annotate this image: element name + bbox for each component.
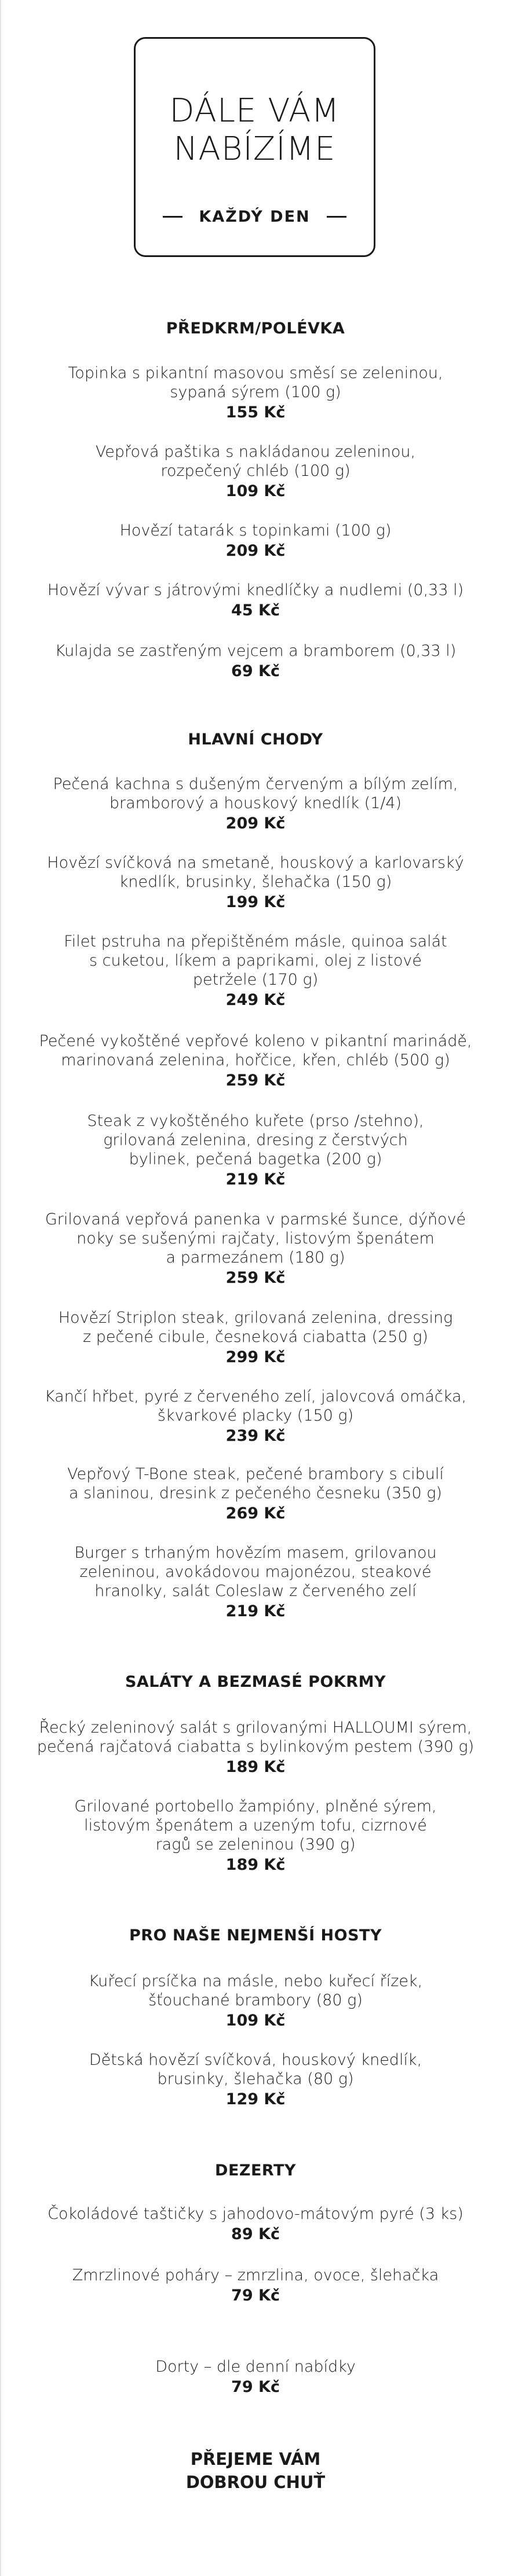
menu-item-name: Hovězí svíčková na smetaně, houskový a karlovarský knedlík, brusinky, šlehačka (150 g)	[47, 854, 464, 891]
page-left-border	[0, 0, 1, 2576]
menu-item-name: Burger s trhaným hovězím masem, grilovanou zeleninou, avokádovou majonézou, steakové hranolky, salát Coleslaw z červeného zelí	[74, 1544, 437, 1600]
menu-item-name: Pečené vykoštěné vepřové koleno v pikantní marinádě, marinovaná zelenina, hořčice, křen, chléb (500 g)	[39, 1032, 472, 1069]
menu-item-name: Pečená kachna s dušeným červeným a bílým zelím, bramborový a houskový knedlík (1/4)	[53, 775, 458, 812]
menu-item	[35, 932, 476, 1011]
menu-item-price: 209 Kč	[225, 542, 286, 560]
menu-item	[35, 1308, 476, 1368]
menu-item	[35, 581, 476, 622]
menu-item	[35, 1032, 476, 1092]
menu-item-price: 79 Kč	[231, 2287, 280, 2305]
menu-item-name: Vepřová paštika s nakládanou zeleninou, rozpečený chléb (100 g)	[95, 443, 416, 480]
menu-item-name: Hovězí tatarák s topinkami (100 g)	[119, 522, 392, 540]
menu-item-price: 269 Kč	[225, 1504, 286, 1522]
menu-item	[35, 1972, 476, 2032]
menu-item-price: 209 Kč	[225, 814, 286, 832]
menu-item-price: 89 Kč	[231, 2225, 280, 2243]
closing-message: PŘEJEME VÁM DOBROU CHUŤ	[185, 2449, 326, 2492]
menu-item	[35, 1543, 476, 1623]
menu-item-name: Čokoládové taštičky s jahodovo-mátovým pyré (3 ks)	[48, 2205, 463, 2223]
menu-item-price: 259 Kč	[225, 1269, 286, 1287]
section-title-salaty: SALÁTY A BEZMASÉ POKRMY	[125, 1673, 386, 1691]
header-subtitle-row	[136, 208, 374, 226]
menu-item-name: Kančí hřbet, pyré z červeného zelí, jalovcová omáčka, škvarkové placky (150 g)	[44, 1388, 467, 1425]
header-title: DÁLE VÁM NABÍZÍME	[169, 92, 340, 168]
menu-item	[35, 2204, 476, 2245]
menu-item-price: 219 Kč	[225, 1602, 286, 1620]
menu-item	[35, 521, 476, 562]
menu-item	[35, 442, 476, 502]
menu-item-name: Topinka s pikantní masovou směsí se zeleninou, sypaná sýrem (100 g)	[68, 364, 443, 401]
menu-item-price: 199 Kč	[225, 893, 286, 911]
menu-item-name: Zmrzlinové poháry – zmrzlina, ovoce, šlehačka	[72, 2266, 439, 2284]
menu-item-name: Kuřecí prsíčka na másle, nebo kuřecí řízek, šťouchané brambory (80 g)	[88, 1972, 423, 2009]
menu-item-price: 189 Kč	[225, 1758, 286, 1776]
menu-item-name: Vepřový T-Bone steak, pečené brambory s cibulí a slaninou, dresink z pečeného česneku (350 g)	[67, 1465, 444, 1502]
menu-item	[35, 1210, 476, 1289]
section-title-dezerty: DEZERTY	[215, 2162, 296, 2179]
menu-item	[35, 2357, 476, 2398]
menu-item-price: 219 Kč	[225, 1170, 286, 1188]
right-dash-decoration	[327, 216, 346, 218]
menu-item-price: 189 Kč	[225, 1856, 286, 1874]
menu-item	[35, 2266, 476, 2307]
menu-item-price: 45 Kč	[231, 601, 280, 619]
menu-item-name: Dětská hovězí svíčková, houskový knedlík, brusinky, šlehačka (80 g)	[89, 2051, 422, 2088]
menu-item-name: Řecký zeleninový salát s grilovanými HALLOUMI sýrem, pečená rajčatová ciabatta s bylinkovým pestem (390 g)	[36, 1719, 475, 1756]
menu-item	[35, 364, 476, 424]
menu-item-name: Hovězí vývar s játrovými knedlíčky a nudlemi (0,33 l)	[47, 581, 464, 599]
menu-item-price: 79 Kč	[231, 2378, 280, 2396]
section-title-predkrm: PŘEDKRM/POLÉVKA	[166, 320, 345, 337]
menu-item	[35, 1111, 476, 1191]
menu-item-price: 155 Kč	[225, 403, 286, 421]
menu-item-price: 109 Kč	[225, 2012, 286, 2030]
menu-item-price: 69 Kč	[231, 662, 280, 680]
menu-item	[35, 1387, 476, 1447]
menu-item-price: 299 Kč	[225, 1348, 286, 1366]
header-subtitle: KAŽDÝ DEN	[199, 208, 311, 226]
menu-item	[35, 1797, 476, 1876]
menu-item-name: Steak z vykoštěného kuřete (prso /stehno), grilovaná zelenina, dresing z čerstvých bylinek, pečená bagetka (200 g)	[87, 1112, 424, 1168]
menu-item	[35, 1718, 476, 1778]
menu-item	[35, 775, 476, 835]
left-dash-decoration	[163, 216, 183, 218]
menu-item-name: Grilované portobello žampióny, plněné sýrem, listovým špenátem a uzeným tofu, cizrnové ragů se zeleninou (390 g)	[74, 1797, 437, 1854]
menu-item-price: 259 Kč	[225, 1072, 286, 1089]
section-title-deti: PRO NAŠE NEJMENŠÍ HOSTY	[129, 1927, 382, 1944]
menu-item-name: Filet pstruha na přepištěném másle, quinoa salát s cuketou, líkem a paprikami, olej z listové petržele (170 g)	[64, 933, 447, 989]
header-box	[134, 37, 375, 257]
menu-item-name: Dorty – dle denní nabídky	[155, 2358, 356, 2376]
menu-item-name: Kulajda se zastřeným vejcem a bramborem (0,33 l)	[54, 642, 457, 660]
menu-item	[35, 853, 476, 913]
section-title-hlavni-chody: HLAVNÍ CHODY	[188, 731, 323, 748]
menu-item	[35, 2050, 476, 2111]
menu-item-price: 239 Kč	[225, 1427, 286, 1445]
menu-item	[35, 1465, 476, 1525]
menu-item-price: 129 Kč	[225, 2090, 286, 2108]
menu-item-name: Hovězí Striplon steak, grilovaná zelenina, dressing z pečené cibule, česneková ciabatta (250 g)	[58, 1309, 453, 1346]
menu-item-name: Grilovaná vepřová panenka v parmské šunce, dýňové noky se sušenými rajčaty, listovým špenátem a parmezánem (180 g)	[45, 1210, 466, 1267]
menu-item	[35, 641, 476, 682]
menu-item-price: 249 Kč	[225, 991, 286, 1009]
menu-item-price: 109 Kč	[225, 482, 286, 500]
